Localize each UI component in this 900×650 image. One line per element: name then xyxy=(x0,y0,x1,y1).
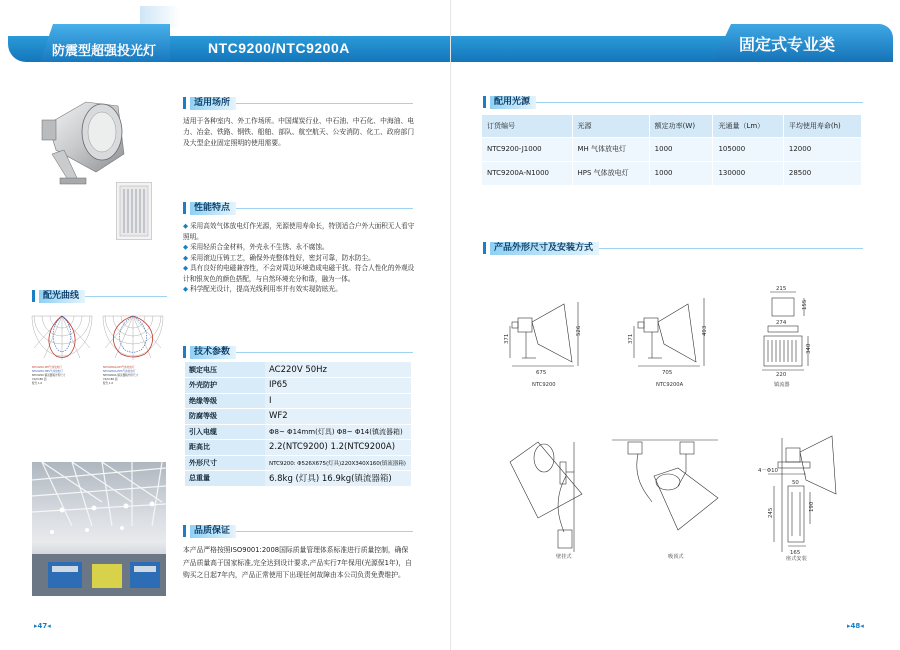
table-row: 防腐等级 WF2 xyxy=(185,409,411,425)
polar-legend-item: NTC9200A 镇流器箱外形尺寸 xyxy=(103,374,139,377)
dimension-drawings xyxy=(482,262,862,562)
table-header-row xyxy=(482,115,862,137)
polar-legend-item: NTC9200-HPS气体放电灯 xyxy=(32,370,63,373)
section-light-source: 配用光源 xyxy=(483,95,863,109)
drawing-ntc9200 xyxy=(510,302,578,366)
feature-item: ◆ 采用轻质合金材料，外壳永不生锈、永不腐蚀。 xyxy=(183,243,329,251)
dim-label: 50 xyxy=(792,480,799,486)
ballast-box-image xyxy=(116,182,152,240)
section-tech-params: 技术参数 xyxy=(183,345,413,359)
dim-label: 371 xyxy=(504,333,510,344)
dim-label: 274 xyxy=(776,320,787,326)
dim-label: 190 xyxy=(809,501,815,512)
drawing-base-mount xyxy=(768,436,836,552)
table-row: 额定电压 AC220V 50Hz xyxy=(185,362,411,378)
series-title: 固定式专业类 xyxy=(739,35,836,54)
drawing-wall-mount xyxy=(510,442,582,552)
dim-label: 371 xyxy=(628,333,634,344)
table-row: 绝缘等级 I xyxy=(185,393,411,409)
tech-params-table xyxy=(185,362,411,487)
column-header: 平均使用寿命(h) xyxy=(783,115,861,137)
dim-label: 155 xyxy=(802,299,808,310)
feature-item: ◆ 采用滚边压铸工艺，确保外壳整体性好，密封可靠，防水防尘。 xyxy=(183,253,375,262)
drawing-caption: 吸顶式 xyxy=(668,554,684,560)
dim-label: 165 xyxy=(790,550,801,556)
dim-label: 220 xyxy=(776,372,787,378)
polar-chart-right xyxy=(101,312,165,390)
table-row: NTC9200A-N1000 HPS 气体放电灯 1000 130000 28500 xyxy=(482,161,862,185)
table-row: 总重量 6.8kg (灯具) 16.9kg(镇流器箱) xyxy=(185,471,411,487)
drawing-caption: 壁挂式 xyxy=(556,554,572,560)
drawing-caption: 镇流器 xyxy=(774,382,790,388)
section-light-curve: 配光曲线 xyxy=(32,289,167,303)
polar-legend-item: C0/C180 面 xyxy=(103,378,118,381)
quality-text: 本产品严格按照ISO9001:2008国际质量管理体系标准进行质量控制，确保产品质量高于国家标准,完全达到设计要求,产品实行7年保用(光源保1年)，自购买之日起7年内，产品正常使用下出现任何故障由本公司负责免费维护。 xyxy=(183,546,412,579)
section-features: 性能特点 xyxy=(183,201,413,215)
drawing-caption: 座式安装 xyxy=(786,556,807,562)
polar-legend-item: NTC9200A-MH气体放电灯 xyxy=(103,366,135,369)
dim-label: 340 xyxy=(806,343,812,354)
polar-legend-item: NTC9200 镇流器箱外形尺寸 xyxy=(32,374,66,377)
application-text: 适用于各种室内、外工作场所。中国煤炭行业、中石油、中石化、中海油、电力、冶金、铁路、钢铁、船舶、部队、航空航天、公安消防、化工、政府部门及大型企业固定照明的使用需要。 xyxy=(183,117,415,147)
table-row: 距高比 2.2(NTC9200) 1.2(NTC9200A) xyxy=(185,440,411,456)
drawing-caption: NTC9200 xyxy=(532,382,556,388)
features-list xyxy=(183,221,415,295)
table-row: 引入电缆 Φ8~ Φ14mm(灯具) Φ8~ Φ14(镇流器箱) xyxy=(185,424,411,440)
table-row: NTC9200-J1000 MH 气体放电灯 1000 105000 12000 xyxy=(482,137,862,161)
table-row: 外壳防护 IP65 xyxy=(185,378,411,394)
section-dimensions: 产品外形尺寸及安装方式 xyxy=(483,241,863,255)
model-title: NTC9200/NTC9200A xyxy=(208,40,350,56)
light-source-table xyxy=(482,115,862,185)
dim-label: 675 xyxy=(536,370,547,376)
dim-label: 705 xyxy=(662,370,673,376)
drawing-caption: NTC9200A xyxy=(656,382,684,388)
dim-label: 4－Φ10 xyxy=(758,468,778,474)
polar-legend-item: 配光 1.0 xyxy=(103,382,114,385)
feature-item: ◆ 科学配光设计，提高光线利用率并有效实现防眩光。 xyxy=(183,285,342,293)
drawing-ntc9200a xyxy=(634,298,704,366)
page-number-left: ▸47◂ xyxy=(34,622,51,630)
table-row: 外形尺寸 NTC9200: Φ526X675(灯具)220X340X160(镇流器箱) xyxy=(185,455,411,471)
category-title: 防震型超强投光灯 xyxy=(52,44,157,59)
polar-legend-item: NTC9200-MH气体放电灯 xyxy=(32,366,62,369)
section-quality: 品质保证 xyxy=(183,524,413,538)
application-photo xyxy=(32,462,166,596)
dim-label: 245 xyxy=(768,507,774,518)
floodlight-product-image xyxy=(38,94,128,194)
drawing-ceiling-mount xyxy=(612,440,718,530)
column-header: 光通量（Lm） xyxy=(713,115,783,137)
column-header: 光源 xyxy=(572,115,649,137)
column-header: 订货编号 xyxy=(482,115,572,137)
page-number-right: ▸48◂ xyxy=(847,622,864,630)
section-application: 适用场所 xyxy=(183,96,413,110)
feature-item: ◆ 采用高效气体放电灯作光源，光源使用寿命长，特别适合户外大面积无人看守照明。 xyxy=(183,222,415,241)
dim-label: 215 xyxy=(776,286,787,292)
polar-legend-item: NTC9200A-HPS气体放电灯 xyxy=(103,370,136,373)
polar-legend-item: 配光 1.0 xyxy=(32,382,43,385)
feature-item: ◆ 具有良好的电磁兼容性，不会对周边环境造成电磁干扰。符合人性化的外观设计和银灰色的颜色搭配，与自然环境充分和谐，融为一体。 xyxy=(183,264,415,283)
dim-label: 526 xyxy=(576,325,582,336)
column-header: 额定功率(W) xyxy=(649,115,713,137)
dim-label: 493 xyxy=(702,325,708,336)
polar-chart-left xyxy=(30,312,94,390)
polar-legend-item: C0/C180 面 xyxy=(32,378,47,381)
